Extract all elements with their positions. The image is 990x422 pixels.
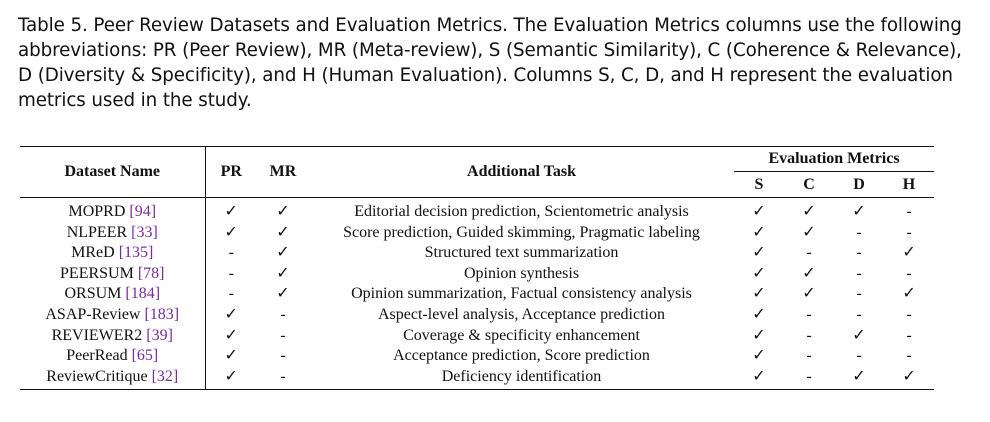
- mr-cell: -: [280, 305, 286, 323]
- header-pr: PR: [205, 147, 257, 198]
- c-metric-cell: -: [806, 244, 812, 262]
- table-row: [20, 264, 934, 285]
- datasets-table: [20, 146, 934, 390]
- dataset-name-cell: [20, 346, 205, 367]
- header-c: C: [784, 172, 834, 198]
- d-metric-cell: -: [856, 223, 862, 241]
- s-metric-cell: ✓: [752, 305, 766, 323]
- dataset-name-cell: [20, 284, 205, 305]
- dataset-name: PEERSUM: [60, 264, 134, 282]
- d-metric-cell: ✓: [834, 367, 884, 390]
- h-metric-cell: -: [906, 223, 912, 241]
- additional-task-cell: Score prediction, Guided skimming, Pragmatic labeling: [343, 223, 700, 241]
- citation-link[interactable]: [94]: [129, 203, 157, 220]
- table-row: [20, 284, 934, 305]
- mr-cell: ✓: [276, 203, 290, 220]
- h-metric-cell: -: [906, 203, 912, 220]
- c-metric-cell: ✓: [802, 285, 816, 303]
- c-metric-cell: -: [806, 305, 812, 323]
- s-metric-cell: ✓: [752, 285, 766, 303]
- dataset-name-cell: [20, 305, 205, 326]
- h-metric-cell: ✓: [884, 367, 934, 390]
- citation-link[interactable]: [135]: [118, 244, 154, 262]
- mr-cell: ✓: [276, 223, 290, 241]
- h-metric-cell: -: [906, 305, 912, 323]
- pr-cell: ✓: [205, 367, 257, 390]
- header-h: H: [884, 172, 934, 198]
- pr-cell: ✓: [205, 305, 257, 326]
- dataset-name: ASAP-Review: [45, 305, 141, 323]
- additional-task-cell: Coverage & specificity enhancement: [403, 326, 640, 344]
- dataset-name: MOPRD: [68, 203, 126, 220]
- additional-task-cell: Aspect-level analysis, Acceptance prediction: [378, 305, 665, 323]
- table-caption: Table 5. Peer Review Datasets and Evaluation Metrics. The Evaluation Metrics columns use the following abbreviations: PR (Peer Review), MR (Meta-review), S (Semantic Similarity), C (Coherence & Relevance), D (Diversity & Specificity), and H (Human Evaluation). Columns S, C, D, and H represent the evaluation metrics used in the study.: [18, 15, 962, 111]
- datasets-table-container: [20, 146, 934, 390]
- mr-cell: -: [280, 347, 286, 365]
- header-evaluation-metrics: Evaluation Metrics: [734, 147, 934, 172]
- d-metric-cell: -: [856, 285, 862, 303]
- pr-cell: -: [205, 243, 257, 264]
- dataset-name: NLPEER: [66, 223, 128, 241]
- d-metric-cell: -: [856, 244, 862, 262]
- pr-cell: -: [205, 284, 257, 305]
- d-metric-cell: -: [856, 264, 862, 282]
- dataset-name: REVIEWER2: [51, 326, 143, 344]
- dataset-name: ORSUM: [64, 285, 122, 303]
- h-metric-cell: -: [906, 264, 912, 282]
- h-metric-cell: ✓: [902, 244, 916, 262]
- pr-cell: ✓: [205, 326, 257, 347]
- table-row: [20, 346, 934, 367]
- c-metric-cell: -: [806, 347, 812, 365]
- s-metric-cell: ✓: [752, 244, 766, 262]
- table-row: [20, 367, 934, 390]
- dataset-name-cell: [20, 264, 205, 285]
- header-additional-task: Additional Task: [309, 147, 734, 198]
- header-mr: MR: [257, 147, 309, 198]
- pr-cell: ✓: [205, 198, 257, 223]
- mr-cell: ✓: [276, 244, 290, 262]
- s-metric-cell: ✓: [734, 367, 784, 390]
- c-metric-cell: -: [806, 326, 812, 344]
- d-metric-cell: -: [856, 305, 862, 323]
- citation-link[interactable]: [183]: [144, 305, 180, 323]
- s-metric-cell: ✓: [752, 203, 766, 220]
- s-metric-cell: ✓: [752, 264, 766, 282]
- pr-cell: ✓: [205, 223, 257, 244]
- s-metric-cell: ✓: [752, 223, 766, 241]
- pr-cell: ✓: [205, 346, 257, 367]
- mr-cell: -: [257, 367, 309, 390]
- mr-cell: ✓: [276, 264, 290, 282]
- additional-task-cell: Deficiency identification: [309, 367, 734, 390]
- c-metric-cell: ✓: [802, 223, 816, 241]
- h-metric-cell: -: [906, 347, 912, 365]
- additional-task-cell: Editorial decision prediction, Scientometric analysis: [354, 203, 689, 220]
- s-metric-cell: ✓: [752, 326, 766, 344]
- dataset-name: PeerRead: [66, 347, 128, 365]
- citation-link[interactable]: [78]: [137, 264, 165, 282]
- dataset-name-cell: [20, 243, 205, 264]
- table-row: [20, 198, 934, 223]
- additional-task-cell: Opinion synthesis: [463, 264, 580, 282]
- additional-task-cell: Acceptance prediction, Score prediction: [393, 347, 650, 365]
- mr-cell: ✓: [276, 285, 290, 303]
- pr-cell: -: [205, 264, 257, 285]
- dataset-name: ReviewCritique: [46, 367, 148, 385]
- dataset-name-cell: [20, 223, 205, 244]
- h-metric-cell: ✓: [902, 285, 916, 303]
- citation-link[interactable]: [32]: [151, 367, 179, 385]
- citation-link[interactable]: [39]: [146, 326, 173, 344]
- citation-link[interactable]: [33]: [131, 223, 158, 241]
- header-s: S: [734, 172, 784, 198]
- header-dataset-name: Dataset Name: [20, 147, 205, 198]
- citation-link[interactable]: [65]: [131, 347, 159, 365]
- table-row: [20, 326, 934, 347]
- h-metric-cell: -: [906, 326, 912, 344]
- dataset-name: MReD: [71, 244, 115, 262]
- d-metric-cell: ✓: [852, 203, 866, 220]
- header-d: D: [834, 172, 884, 198]
- table-row: [20, 305, 934, 326]
- dataset-name-cell: [20, 367, 205, 390]
- c-metric-cell: ✓: [802, 264, 816, 282]
- d-metric-cell: -: [856, 347, 862, 365]
- mr-cell: -: [280, 326, 286, 344]
- s-metric-cell: ✓: [752, 347, 766, 365]
- table-row: [20, 223, 934, 244]
- table-body: [20, 198, 934, 390]
- dataset-name-cell: [20, 198, 205, 223]
- c-metric-cell: ✓: [802, 203, 816, 220]
- citation-link[interactable]: [184]: [125, 285, 161, 303]
- table-row: [20, 243, 934, 264]
- additional-task-cell: Structured text summarization: [424, 244, 619, 262]
- c-metric-cell: -: [784, 367, 834, 390]
- additional-task-cell: Opinion summarization, Factual consistency analysis: [351, 285, 692, 303]
- dataset-name-cell: [20, 326, 205, 347]
- d-metric-cell: ✓: [852, 326, 866, 344]
